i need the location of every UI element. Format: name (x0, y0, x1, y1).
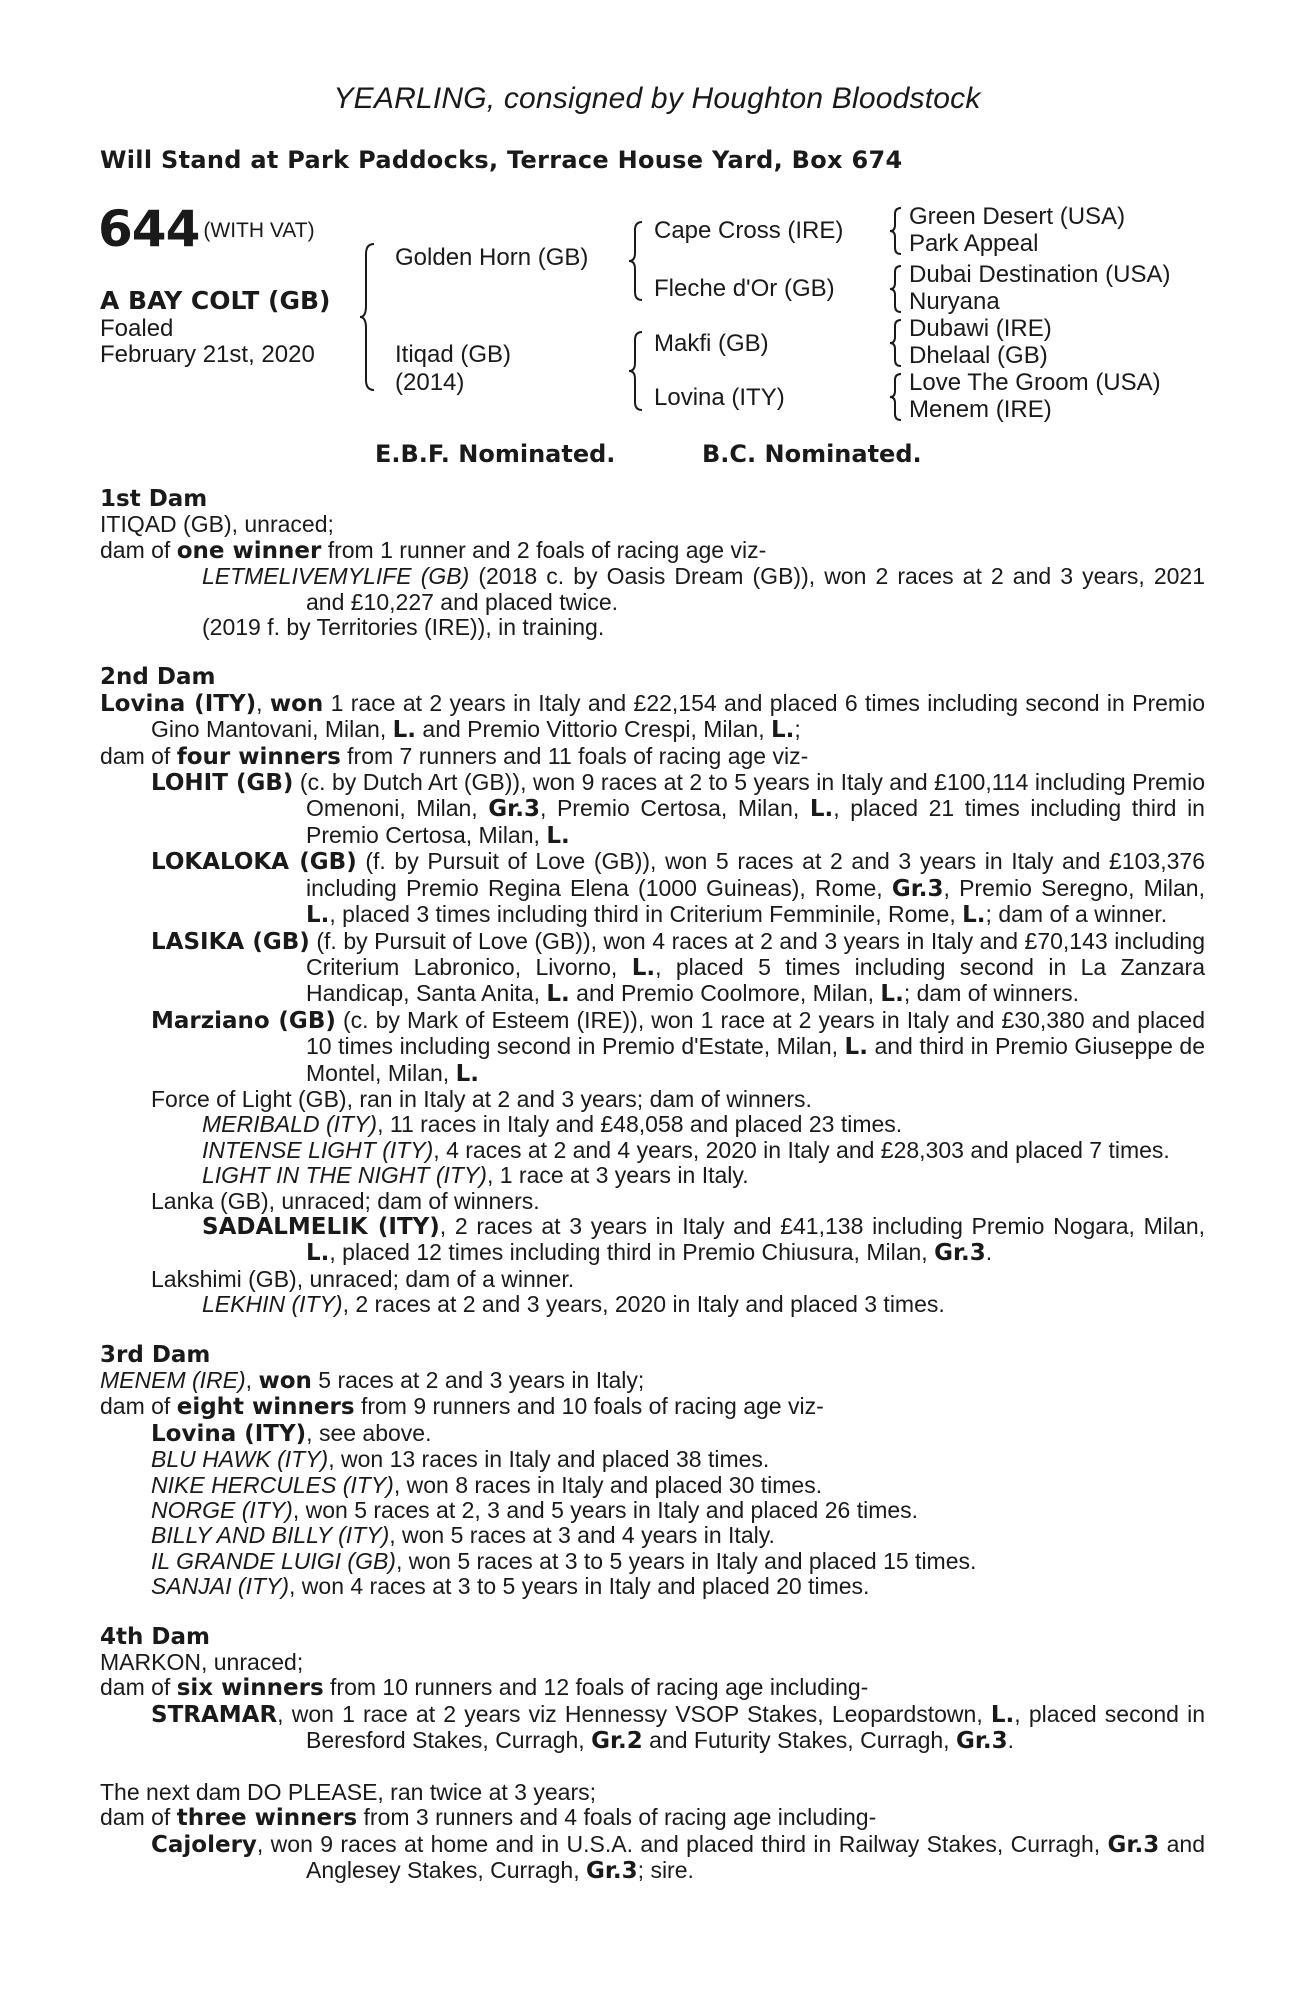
pedigree-gg-3: Dubai Destination (USA) (909, 261, 1171, 288)
grand-produce-entry: LEKHIN (ITY), 2 races at 2 and 3 years, 2020 in Italy and placed 3 times. (202, 1291, 945, 1318)
pedigree-brace-g4 (888, 372, 904, 422)
pedigree-dam: Itiqad (GB) (395, 341, 512, 368)
produce-entry: NORGE (ITY), won 5 races at 2, 3 and 5 years in Italy and placed 26 times. (151, 1497, 919, 1524)
pedigree-brace-g2 (888, 264, 904, 314)
section-heading: 3rd Dam (100, 1341, 211, 1368)
produce-entry: LETMELIVEMYLIFE (GB) (2018 c. by Oasis Dream (GB)), won 2 races at 2 and 3 years, 2021 and £10,227 and placed twice. (202, 563, 1205, 615)
pedigree-dam-dam: Lovina (ITY) (654, 384, 785, 411)
pedigree-sire-sire: Cape Cross (IRE) (654, 217, 844, 244)
grand-produce-entry: MERIBALD (ITY), 11 races in Italy and £48,058 and placed 23 times. (202, 1111, 903, 1138)
bc-nomination: B.C. Nominated. (702, 440, 922, 468)
second-dam-section (100, 665, 1205, 1317)
first-dam-section (100, 487, 1205, 640)
section-heading: 2nd Dam (100, 664, 216, 691)
produce-summary: dam of four winners from 7 runners and 11 foals of racing age viz- (100, 742, 809, 770)
pedigree-gg-2: Park Appeal (909, 230, 1039, 257)
pedigree-brace-g3 (888, 318, 904, 368)
pedigree-gg-5: Dubawi (IRE) (909, 315, 1052, 342)
dam-line: ITIQAD (GB), unraced; (100, 511, 334, 538)
pedigree-brace-sire-line (628, 220, 646, 302)
pedigree-gg-7: Love The Groom (USA) (909, 369, 1161, 396)
lot-description: A BAY COLT (GB) (100, 286, 331, 315)
foaled-label: Foaled (100, 315, 174, 342)
pedigree-dam-sire: Makfi (GB) (654, 330, 769, 357)
pedigree-gg-4: Nuryana (909, 288, 1000, 315)
pedigree-gg-1: Green Desert (USA) (909, 203, 1126, 230)
produce-entry: Cajolery, won 9 races at home and in U.S.A. and placed third in Railway Stakes, Curragh, Gr.3 and Anglesey Stakes, Curragh, Gr.3; sire. (151, 1830, 1205, 1884)
produce-summary: dam of three winners from 3 runners and 4 foals of racing age including- (100, 1804, 877, 1832)
produce-entry: IL GRANDE LUIGI (GB), won 5 races at 3 to 5 years in Italy and placed 15 times. (151, 1547, 977, 1574)
pedigree-gg-6: Dhelaal (GB) (909, 342, 1048, 369)
dam-line: The next dam DO PLEASE, ran twice at 3 years; (100, 1778, 596, 1805)
foaled-date: February 21st, 2020 (100, 341, 315, 368)
pedigree-brace-g1 (888, 206, 904, 256)
dam-line: Lovina (ITY), won 1 race at 2 years in Italy and £22,154 and placed 6 times including second in Premio Gino Mantovani, Milan, L. and Premio Vittorio Crespi, Milan, L.; (100, 689, 1205, 744)
produce-entry: NIKE HERCULES (ITY), won 8 races in Italy and placed 30 times. (151, 1471, 823, 1498)
dam-line: MENEM (IRE), won 5 races at 2 and 3 years in Italy; (100, 1367, 645, 1394)
pedigree-brace-sire-dam (360, 242, 380, 392)
produce-entry: LOKALOKA (GB) (f. by Pursuit of Love (GB)), won 5 races at 2 and 3 years in Italy and £103,376 including Premio Regina Elena (1000 Guineas), Rome, Gr.3, Premio Seregno, Milan, L., placed 3 times including third in Criterium Femminile, Rome, L.; dam of a winner. (151, 848, 1205, 929)
produce-entry: Lakshimi (GB), unraced; dam of a winner. (151, 1265, 575, 1292)
stand-location: Will Stand at Park Paddocks, Terrace House Yard, Box 674 (100, 146, 903, 174)
pedigree-sire: Golden Horn (GB) (395, 244, 589, 271)
catalogue-body (100, 487, 1205, 1909)
produce-entry: Lanka (GB), unraced; dam of winners. (151, 1187, 540, 1214)
produce-summary: dam of one winner from 1 runner and 2 foals of racing age viz- (100, 536, 767, 564)
produce-entry: STRAMAR, won 1 race at 2 years viz Hennessy VSOP Stakes, Leopardstown, L., placed second in Beresford Stakes, Curragh, Gr.2 and Futurity Stakes, Curragh, Gr.3. (151, 1700, 1206, 1755)
produce-summary: dam of eight winners from 9 runners and 10 foals of racing age viz- (100, 1393, 824, 1421)
produce-entry: (2019 f. by Territories (IRE)), in training. (202, 614, 605, 641)
pedigree-dam-year: (2014) (395, 369, 465, 396)
produce-entry: SANJAI (ITY), won 4 races at 3 to 5 years in Italy and placed 20 times. (151, 1573, 870, 1600)
pedigree-brace-dam-line (628, 330, 646, 412)
vat-note: (WITH VAT) (203, 219, 315, 242)
third-dam-section (100, 1343, 1205, 1600)
produce-entry: Marziano (GB) (c. by Mark of Esteem (IRE)), won 1 race at 2 years in Italy and £30,380 and placed 10 times including second in Premio d'Estate, Milan, L. and third in Premio Giuseppe de Montel, Milan, L. (151, 1006, 1205, 1087)
grand-produce-entry: SADALMELIK (ITY), 2 races at 3 years in Italy and £41,138 including Premio Nogara, Milan, L., placed 12 times including third in Premio Chiusura, Milan, Gr.3. (202, 1212, 1205, 1267)
produce-entry: LASIKA (GB) (f. by Pursuit of Love (GB)), won 4 races at 2 and 3 years in Italy and £70,143 including Criterium Labronico, Livorno, L., placed 5 times including second in La Zanzara Handicap, Santa Anita, L. and Premio Coolmore, Milan, L.; dam of winners. (151, 927, 1205, 1008)
produce-entry: LOHIT (GB) (c. by Dutch Art (GB)), won 9 races at 2 to 5 years in Italy and £100,114 including Premio Omenoni, Milan, Gr.3, Premio Certosa, Milan, L., placed 21 times including third in Premio Certosa, Milan, L. (151, 769, 1205, 849)
page-title: YEARLING, consigned by Houghton Bloodstock (333, 82, 981, 115)
ebf-nomination: E.B.F. Nominated. (375, 440, 616, 468)
produce-entry: Lovina (ITY), see above. (151, 1419, 432, 1447)
produce-summary: dam of six winners from 10 runners and 12 foals of racing age including- (100, 1674, 869, 1702)
fourth-dam-section (100, 1625, 1205, 1755)
section-heading: 4th Dam (100, 1623, 210, 1650)
lot-number: 644 (98, 200, 200, 258)
pedigree-gg-8: Menem (IRE) (909, 396, 1052, 423)
dam-line: MARKON, unraced; (100, 1649, 304, 1676)
lot-heading (98, 200, 315, 258)
pedigree-sire-dam: Fleche d'Or (GB) (654, 275, 835, 302)
produce-entry: Force of Light (GB), ran in Italy at 2 and 3 years; dam of winners. (151, 1085, 812, 1112)
grand-produce-entry: LIGHT IN THE NIGHT (ITY), 1 race at 3 years in Italy. (202, 1162, 749, 1189)
produce-entry: BILLY AND BILLY (ITY), won 5 races at 3 and 4 years in Italy. (151, 1522, 775, 1549)
produce-entry: BLU HAWK (ITY), won 13 races in Italy and placed 38 times. (151, 1446, 770, 1473)
next-dam-section (100, 1780, 1205, 1885)
foaled-info (100, 316, 315, 368)
grand-produce-entry: INTENSE LIGHT (ITY), 4 races at 2 and 4 years, 2020 in Italy and £28,303 and placed 7 times. (202, 1136, 1170, 1163)
section-heading: 1st Dam (100, 486, 208, 512)
